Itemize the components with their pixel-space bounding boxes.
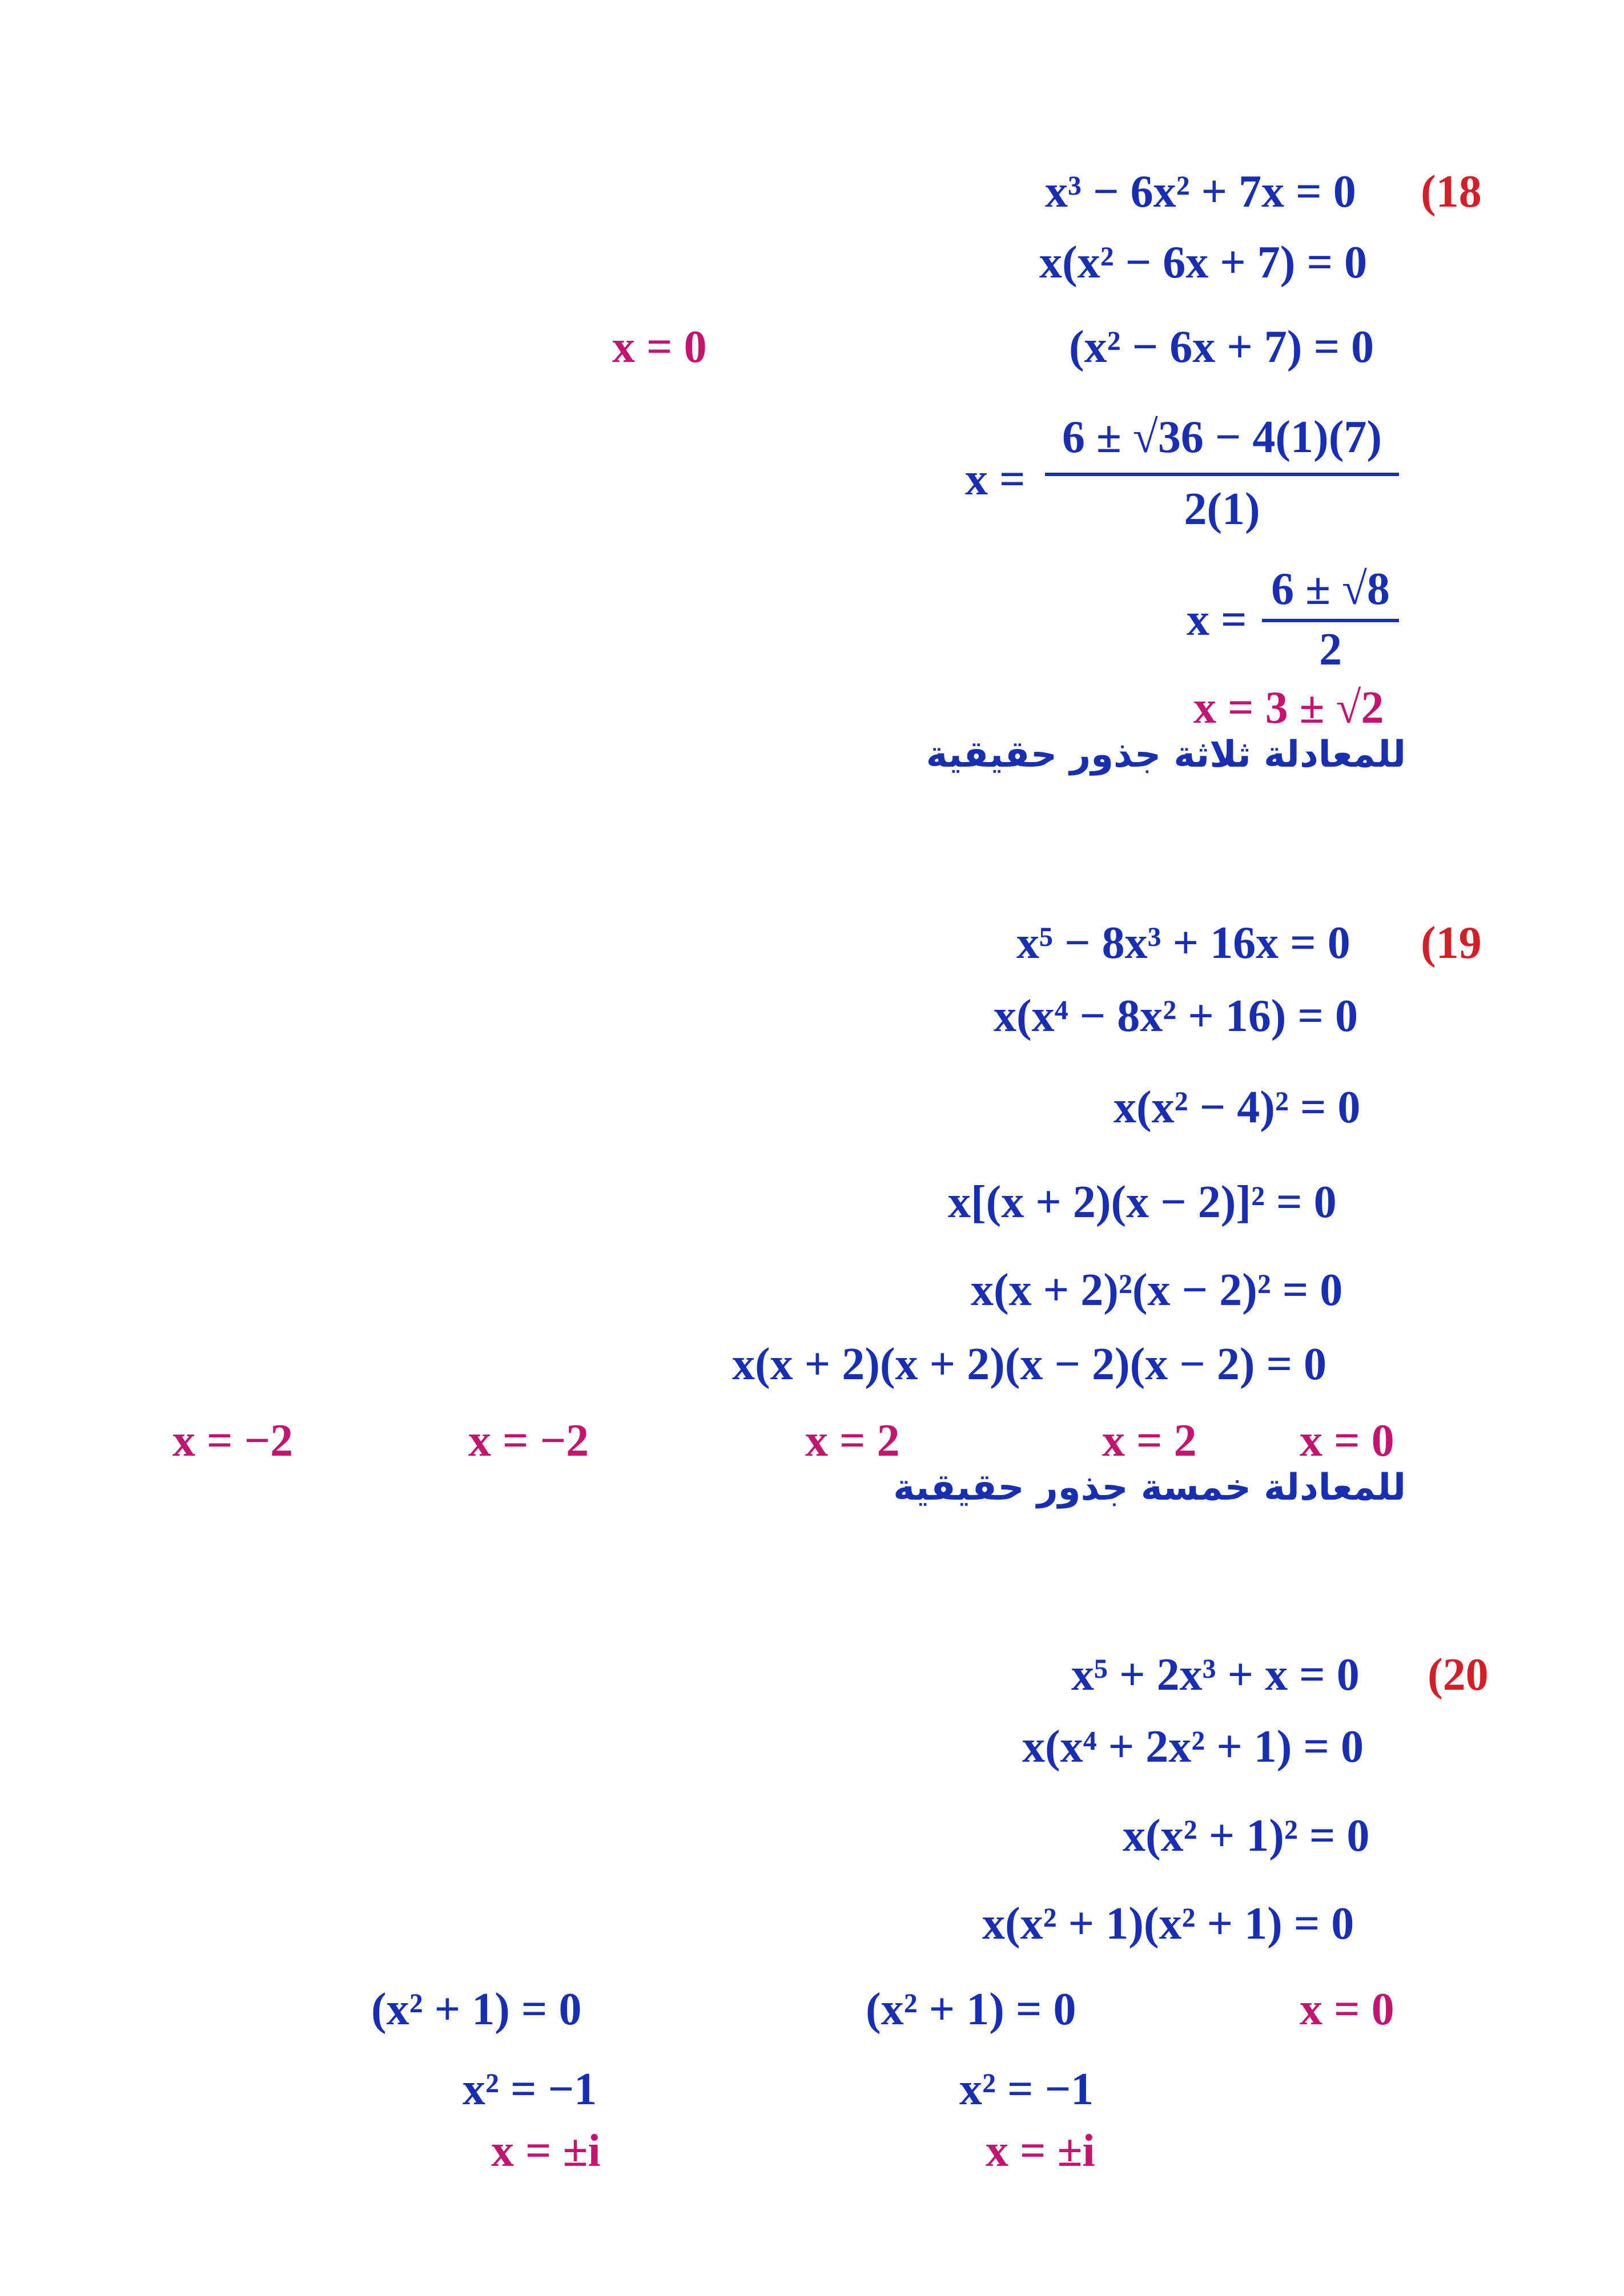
problem-19-label: (19: [1421, 918, 1482, 968]
p20-mid-1: (x² + 1) = 0: [866, 1984, 1076, 2035]
p20-root-zero: x = 0: [1300, 1984, 1394, 2035]
p20-mid-3: x = ±i: [986, 2126, 1095, 2176]
p18-root-b: x = 3 ± √2: [1193, 683, 1384, 733]
p19-root-5: x = 0: [1300, 1416, 1394, 1466]
p20-left-2: x² = −1: [463, 2064, 597, 2114]
p19-root-1: x = −2: [172, 1416, 294, 1466]
p19-root-2: x = −2: [468, 1416, 589, 1466]
p18-line-4-lhs: x =: [965, 454, 1026, 505]
p19-line-5: x(x + 2)²(x − 2)² = 0: [971, 1265, 1343, 1315]
p18-line-5-lhs: x =: [1187, 595, 1247, 645]
p18-line-3: (x² − 6x + 7) = 0: [1069, 322, 1374, 372]
p19-line-3: x(x² − 4)² = 0: [1114, 1082, 1361, 1133]
p20-line-4: x(x² + 1)(x² + 1) = 0: [982, 1899, 1354, 1949]
p19-note: للمعادلة خمسة جذور حقيقية: [893, 1467, 1406, 1509]
p20-left-3: x = ±i: [491, 2126, 601, 2176]
p20-line-3: x(x² + 1)² = 0: [1123, 1811, 1370, 1861]
p18-line-4-fraction: [1045, 406, 1399, 543]
problem-18-label: (18: [1421, 167, 1482, 217]
p18-line-5-numerator: 6 ± √8: [1271, 564, 1390, 614]
problem-20-label: (20: [1428, 1650, 1489, 1700]
p20-line-2: x(x⁴ + 2x² + 1) = 0: [1022, 1722, 1364, 1772]
p18-line-4-numerator: 6 ± √36 − 4(1)(7): [1062, 412, 1382, 462]
p18-line-4-denominator: 2(1): [1184, 484, 1260, 534]
p18-line-1: x³ − 6x² + 7x = 0: [1045, 167, 1356, 217]
p19-root-3: x = 2: [805, 1416, 900, 1466]
p19-line-4: x[(x + 2)(x − 2)]² = 0: [948, 1177, 1337, 1227]
p18-line-5-bar: [1262, 619, 1399, 622]
p18-line-2: x(x² − 6x + 7) = 0: [1039, 237, 1368, 288]
p18-line-4-bar: [1045, 473, 1399, 476]
p18-line-5-fraction: [1262, 563, 1399, 677]
p20-line-1: x⁵ + 2x³ + x = 0: [1071, 1650, 1360, 1700]
p19-root-4: x = 2: [1102, 1416, 1197, 1466]
p19-line-1: x⁵ − 8x³ + 16x = 0: [1016, 918, 1350, 968]
p18-root-zero: x = 0: [612, 322, 707, 372]
p18-note: للمعادلة ثلاثة جذور حقيقية: [926, 734, 1406, 776]
p19-line-2: x(x⁴ − 8x² + 16) = 0: [994, 991, 1358, 1041]
p20-mid-2: x² = −1: [959, 2064, 1094, 2114]
p18-line-5-denominator: 2: [1319, 625, 1342, 675]
p20-left-1: (x² + 1) = 0: [371, 1984, 582, 2035]
p19-line-6: x(x + 2)(x + 2)(x − 2)(x − 2) = 0: [732, 1339, 1327, 1389]
